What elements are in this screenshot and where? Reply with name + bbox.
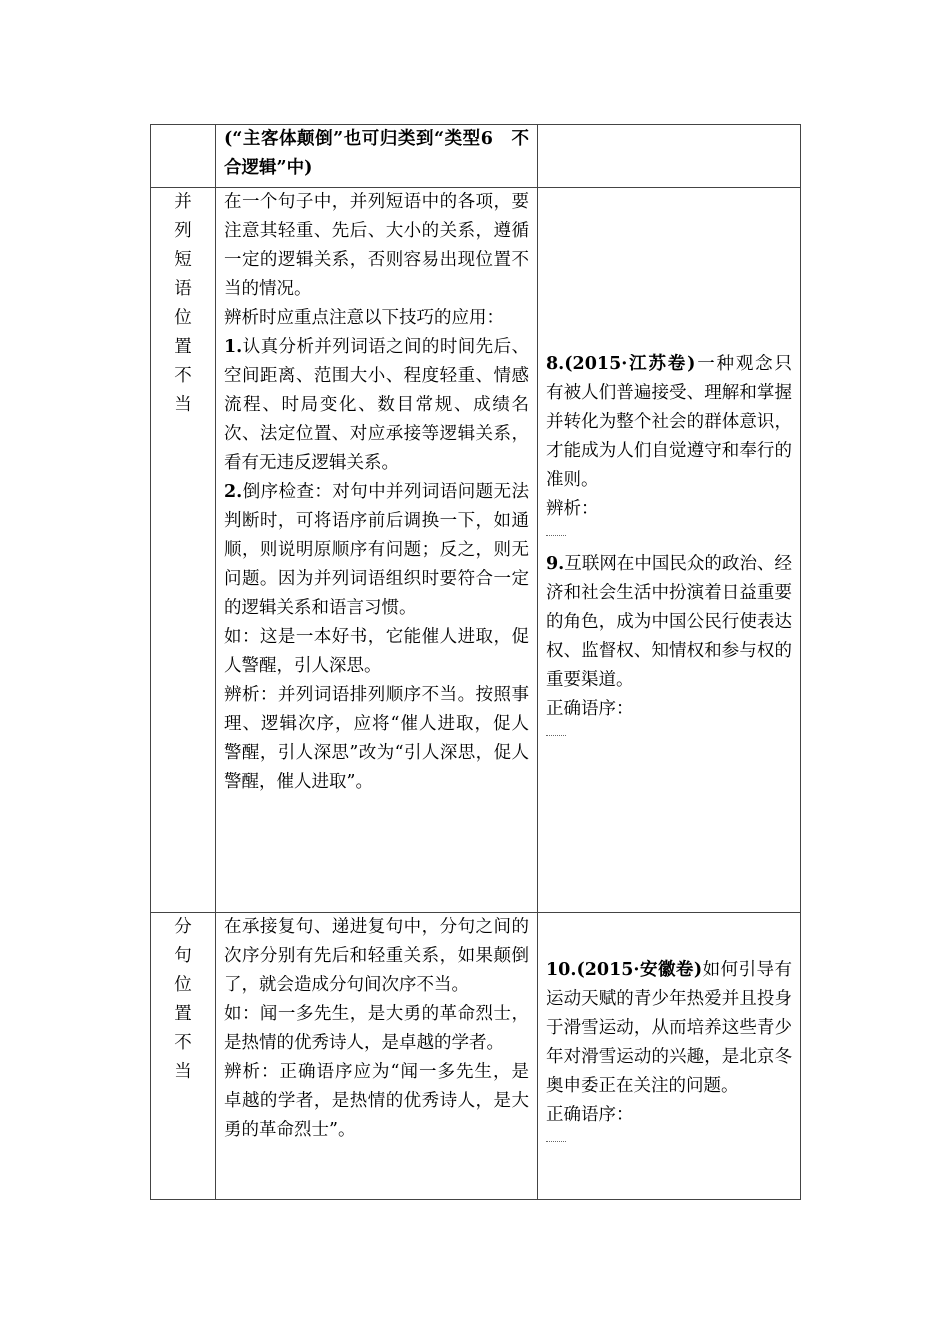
explanation-cell	[216, 913, 538, 1200]
row-label-cell	[151, 188, 216, 913]
question-text: 如何引导有运动天赋的青少年热爱并且投身于滑雪运动，从而培养这些青少年对滑雪运动的兴趣，是北京冬奥申委正在关注的问题。	[546, 960, 792, 1096]
analysis-text: 辨析：并列词语排列顺序不当。按照事理、逻辑次序，应将“催人进取，促人警醒，引人深思”改为“引人深思，促人警醒，催人进取”。	[224, 685, 529, 792]
tip-text: 认真分析并列词语之间的时间先后、空间距离、范围大小、程度轻重、情感流程、时局变化、数目常规、成绩名次、法定位置、对应承接等逻辑关系，看有无违反逻辑关系。	[224, 337, 529, 473]
exercise-cell	[538, 913, 801, 1200]
explanation-paragraph: 辨析时应重点注意以下技巧的应用：	[224, 308, 504, 328]
row-label-cell	[151, 913, 216, 1200]
question-text: 一种观念只有被人们普遍接受、理解和掌握并转化为整个社会的群体意识，才能成为人们自觉遵守和奉行的准则。	[546, 354, 792, 490]
table-row	[151, 188, 801, 913]
question-text: 互联网在中国民众的政治、经济和社会生活中扮演着日益重要的角色，成为中国公民行使表达权、监督权、知情权和参与权的重要渠道。	[546, 554, 792, 690]
tip-number: 2.	[224, 482, 243, 502]
answer-blank[interactable]	[546, 1140, 566, 1142]
tip-number: 1.	[224, 337, 243, 357]
question-8	[546, 350, 792, 495]
row-label: 分句位置不当	[174, 917, 192, 1082]
explanation-note: (“主客体颠倒”也可归类到“类型6 不合逻辑”中)	[224, 129, 529, 178]
grammar-table	[150, 124, 801, 1200]
example-sentence: 如：这是一本好书，它能催人进取，促人警醒，引人深思。	[224, 627, 529, 676]
tip-item	[224, 478, 529, 623]
explanation-paragraph: 在一个句子中，并列短语中的各项，要注意其轻重、先后、大小的关系，遵循一定的逻辑关系，否则容易出现位置不当的情况。	[224, 192, 529, 299]
question-10	[546, 956, 792, 1101]
explanation-cell	[216, 188, 538, 913]
question-number: 8.(2015·江苏卷)	[546, 354, 696, 374]
example-sentence: 如：闻一多先生，是大勇的革命烈士，是热情的优秀诗人，是卓越的学者。	[224, 1004, 529, 1053]
answer-blank[interactable]	[546, 534, 566, 536]
question-number: 9.	[546, 554, 565, 574]
row-label: 并列短语位置不当	[174, 192, 192, 415]
analysis-text: 辨析：正确语序应为“闻一多先生，是卓越的学者，是热情的优秀诗人，是大勇的革命烈士”。	[224, 1062, 529, 1140]
tip-text: 倒序检查：对句中并列词语问题无法判断时，可将语序前后调换一下，如通顺，则说明原顺序有问题；反之，则无问题。因为并列词语组织时要符合一定的逻辑关系和语言习惯。	[224, 482, 529, 618]
answer-prompt: 正确语序：	[546, 1105, 634, 1125]
answer-prompt: 辨析：	[546, 499, 599, 519]
question-9	[546, 550, 792, 695]
tip-item	[224, 333, 529, 478]
exercise-cell	[538, 188, 801, 913]
example-cell	[538, 125, 801, 188]
answer-blank[interactable]	[546, 734, 566, 736]
explanation-cell	[216, 125, 538, 188]
table-row	[151, 125, 801, 188]
row-label-cell	[151, 125, 216, 188]
table-row	[151, 913, 801, 1200]
question-number: 10.(2015·安徽卷)	[546, 960, 703, 980]
answer-prompt: 正确语序：	[546, 699, 634, 719]
explanation-paragraph: 在承接复句、递进复句中，分句之间的次序分别有先后和轻重关系，如果颠倒了，就会造成分句间次序不当。	[224, 917, 529, 995]
